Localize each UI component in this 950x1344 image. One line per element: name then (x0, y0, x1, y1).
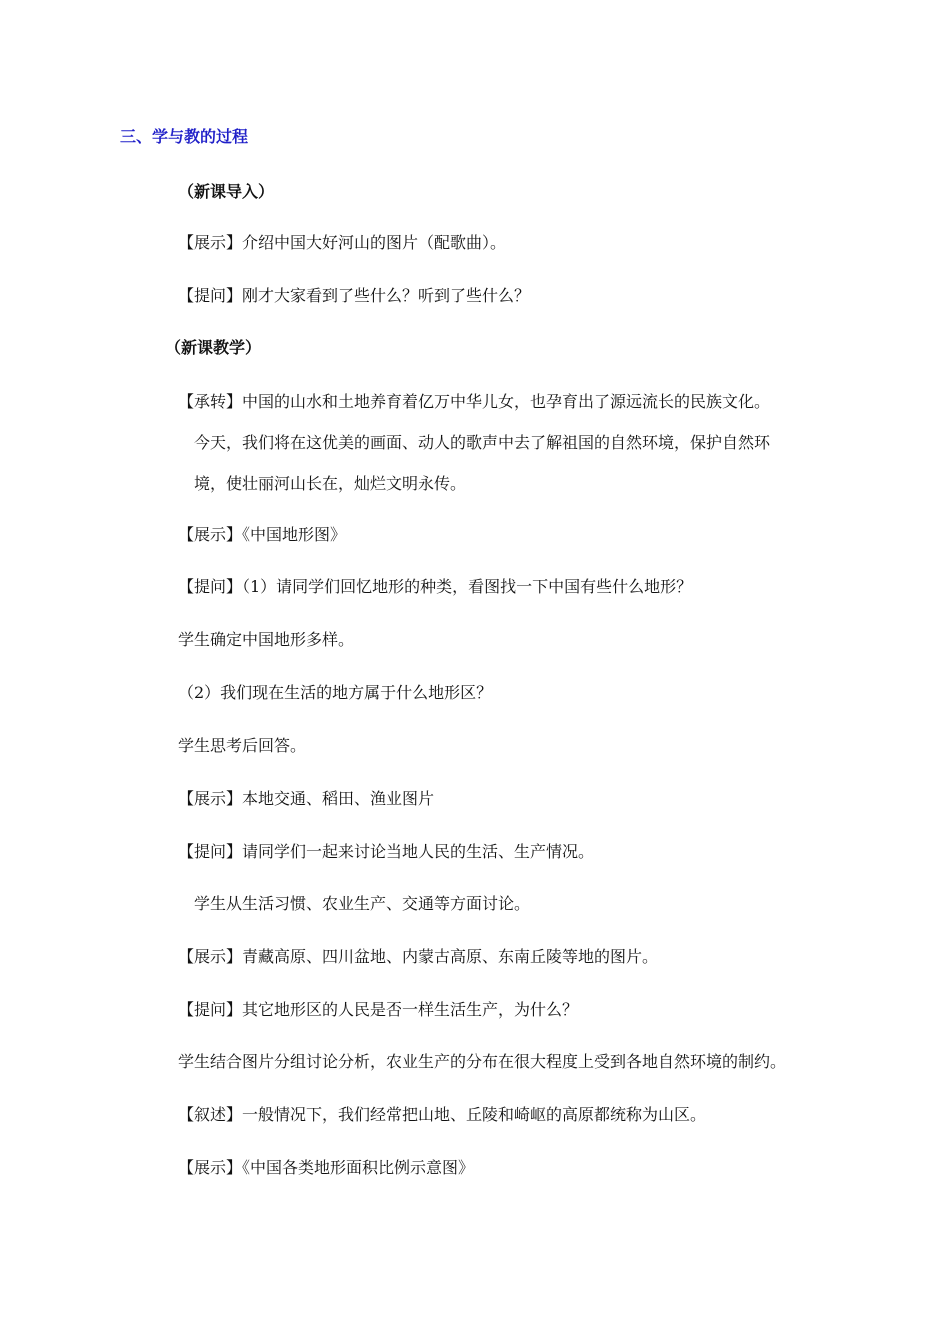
text-line: 【展示】《中国各类地形面积比例示意图》 (178, 1158, 475, 1177)
text-line: 学生思考后回答。 (178, 736, 307, 755)
text-line: 学生结合图片分组讨论分析，农业生产的分布在很大程度上受到各地自然环境的制约。 (178, 1052, 787, 1071)
text-line: 【展示】本地交通、稻田、渔业图片 (178, 789, 435, 808)
text-line: 【展示】介绍中国大好河山的图片（配歌曲）。 (178, 233, 507, 252)
text-line: 境，使壮丽河山长在，灿烂文明永传。 (194, 474, 467, 493)
text-line: 【承转】中国的山水和土地养育着亿万中华儿女，也孕育出了源远流长的民族文化。 (178, 392, 771, 411)
text-line: 【展示】青藏高原、四川盆地、内蒙古高原、东南丘陵等地的图片。 (178, 947, 659, 966)
text-line: 【叙述】一般情况下，我们经常把山地、丘陵和崎岖的高原都统称为山区。 (178, 1105, 707, 1124)
text-line: 【提问】其它地形区的人民是否一样生活生产，为什么？ (178, 1000, 579, 1019)
text-line: （2）我们现在生活的地方属于什么地形区？ (178, 683, 493, 702)
text-line: 学生从生活习惯、农业生产、交通等方面讨论。 (194, 894, 531, 913)
text-line: 【提问】（1）请同学们回忆地形的种类，看图找一下中国有些什么地形？ (178, 577, 693, 596)
subheading-intro: （新课导入） (178, 182, 275, 201)
text-line: 【提问】刚才大家看到了些什么？听到了些什么？ (178, 286, 531, 305)
text-line: 【提问】请同学们一起来讨论当地人民的生活、生产情况。 (178, 842, 595, 861)
text-line: 【展示】《中国地形图》 (178, 525, 347, 544)
subheading-teaching: （新课教学） (165, 338, 262, 357)
section-heading: 三、学与教的过程 (120, 127, 249, 146)
text-line: 学生确定中国地形多样。 (178, 630, 355, 649)
text-line: 今天，我们将在这优美的画面、动人的歌声中去了解祖国的自然环境，保护自然环 (194, 433, 771, 452)
